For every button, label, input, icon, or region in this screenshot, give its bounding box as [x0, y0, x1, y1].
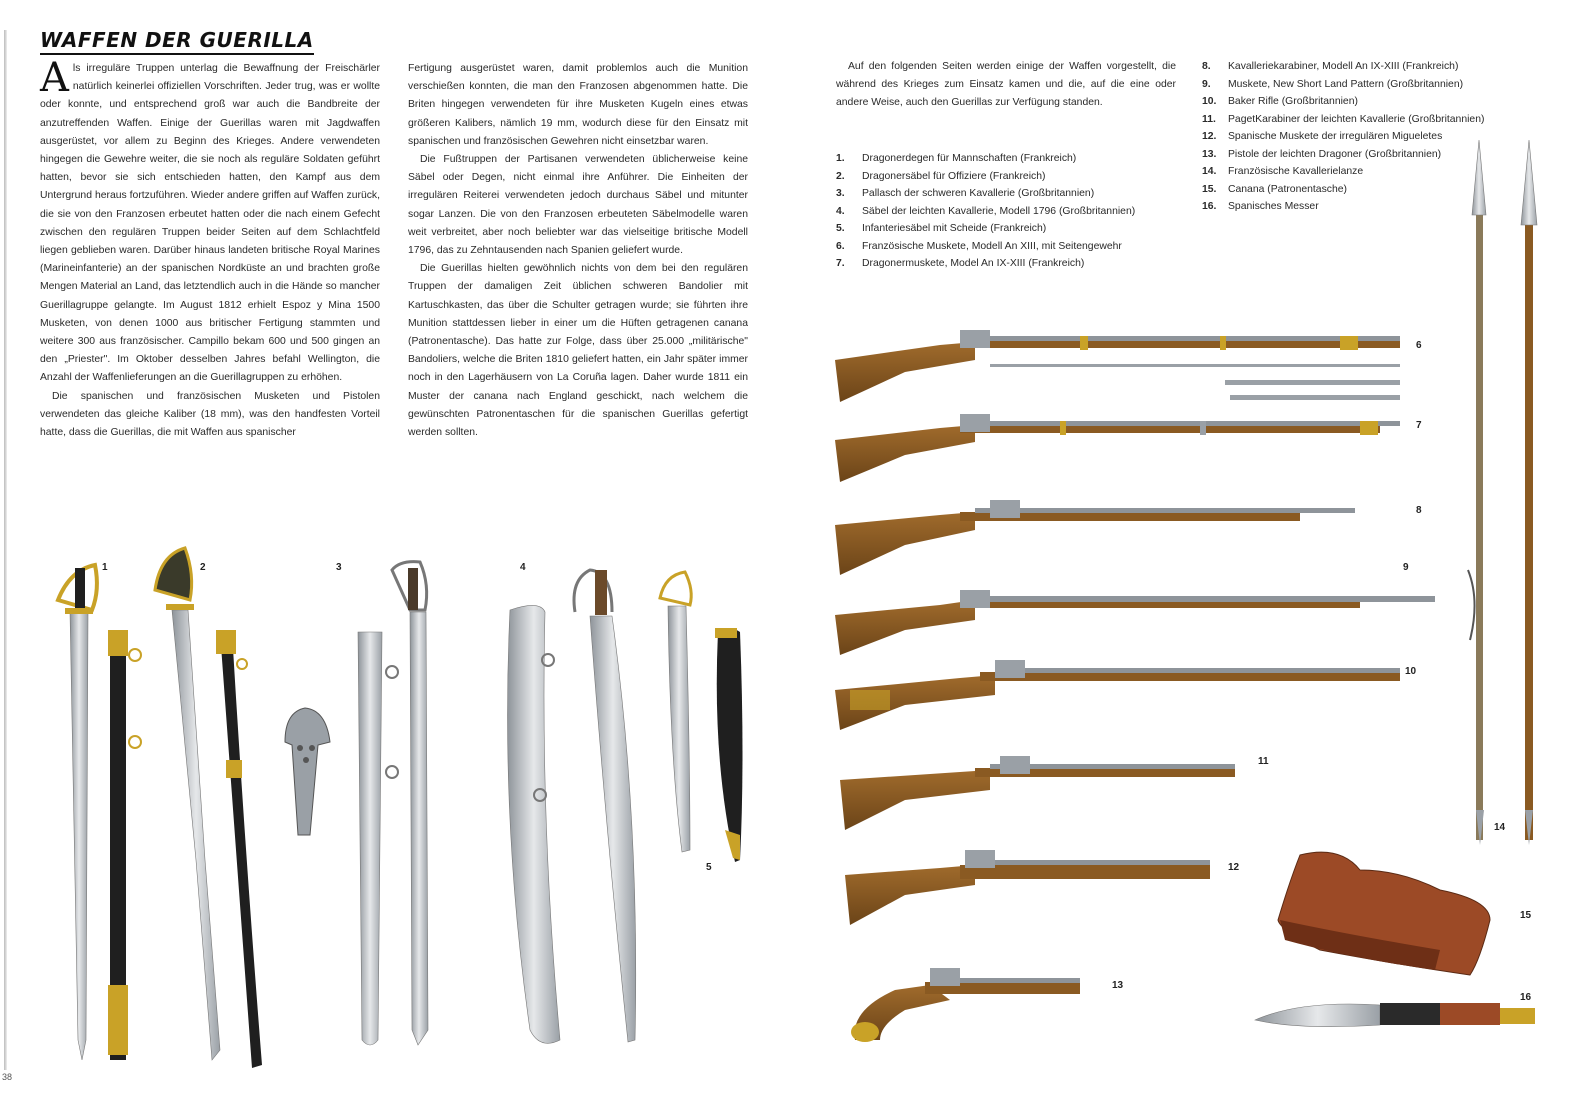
figure-number: 10 — [1405, 666, 1417, 677]
figure-number: 3 — [336, 562, 342, 573]
sword-4-light-cavalry-1796 — [508, 570, 636, 1043]
figure-number: 7 — [1416, 420, 1422, 431]
legend-item: 16. Spanisches Messer — [1202, 201, 1319, 212]
figure-number: 15 — [1520, 910, 1532, 921]
figure-number: 13 — [1112, 980, 1124, 991]
carbine-11 — [840, 756, 1235, 830]
legend-item: 6. Französische Muskete, Modell An XIII, mit Seitengewehr — [836, 240, 1122, 252]
figure-number: 8 — [1416, 505, 1422, 516]
legend-item: 8. Kavalleriekarabiner, Modell An IX-XIII (Frankreich) — [1202, 61, 1459, 72]
legend-item: 14. Französische Kavallerielanze — [1202, 166, 1364, 177]
legend-item: 9. Muskete, New Short Land Pattern (Großbritannien) — [1202, 78, 1464, 90]
figure-number: 2 — [200, 562, 206, 573]
figure-number: 9 — [1403, 562, 1409, 573]
paragraph: Die spanischen und französischen Musketen und Pistolen verwendeten das gleiche Kaliber (18 mm), was den handfesten Vorteil hatte, dass die Guerillas, die mit Waffen aus spanischer — [40, 390, 380, 439]
rifle-10 — [835, 660, 1400, 730]
sword-1-dragoon-epee — [58, 565, 141, 1060]
musket-9 — [835, 590, 1435, 655]
carbine-8 — [835, 500, 1355, 575]
page-title: WAFFEN DER GUERILLA — [40, 28, 314, 55]
sword-5-infantry-saber — [660, 572, 743, 862]
figure-number: 14 — [1494, 822, 1506, 833]
legend-item: 4. Säbel der leichten Kavallerie, Modell 1796 (Großbritannien) — [836, 205, 1136, 217]
legend-item: 12. Spanische Muskete der irregulären Migueletes — [1202, 131, 1443, 142]
musket-12 — [845, 850, 1210, 925]
figure-number: 4 — [520, 562, 526, 573]
legend-item: 10. Baker Rifle (Großbritannien) — [1202, 96, 1358, 107]
legend-item: 11. PagetKarabiner der leichten Kavallerie (Großbritannien) — [1202, 113, 1485, 125]
page-number: 38 — [2, 1072, 13, 1082]
knife-16 — [1255, 1003, 1535, 1027]
legend-item: 13. Pistole der leichten Dragoner (Großbritannien) — [1202, 148, 1442, 160]
legend-item: 1. Dragonerdegen für Mannschaften (Frankreich) — [836, 153, 1077, 164]
pistol-13 — [851, 968, 1080, 1042]
legend-item: 2. Dragonersäbel für Offiziere (Frankreich) — [836, 170, 1046, 182]
figure-number: 11 — [1258, 756, 1269, 767]
figure-number: 5 — [706, 862, 712, 873]
figure-number: 12 — [1228, 862, 1240, 873]
sword-3-heavy-cavalry-pallasch — [285, 562, 428, 1045]
paragraph: Fertigung ausgerüstet waren, damit problemlos auch die Munition verschießen konnten, die man den Franzosen abgenommen hatte. Die Briten hingegen verwendeten für ihre Musketen Kugeln eines etwas größeren Kalibers, nämlich 19 mm, wodurch diese für den Einsatz mit spanischen und französischen Gewehren nicht einsetzbar waren. — [408, 63, 748, 147]
paragraph: Die Fußtruppen der Partisanen verwendeten üblicherweise keine Säbel oder Degen, nicht einmal ihre Anführer. Die Einheiten der irregulären Reiterei verwendeten jedoch durchaus Säbel und mitunter sogar Lanzen. Die von den Franzosen erbeuteten Säbelmodelle waren weit verbreitet, aber noch beliebter war das vielseitige britische Modell 1796, das zu Zehntausenden nach Spanien geliefert wurde. — [408, 154, 748, 257]
dropcap: A — [40, 55, 69, 101]
legend-item: 15. Canana (Patronentasche) — [1202, 183, 1347, 195]
canana-15 — [1278, 852, 1490, 975]
figure-number: 6 — [1416, 340, 1422, 351]
musket-6 — [835, 330, 1400, 402]
legend-item: 7. Dragonermuskete, Model An IX-XIII (Frankreich) — [836, 258, 1085, 269]
musket-7 — [835, 414, 1400, 482]
legend-item: 3. Pallasch der schweren Kavallerie (Großbritannien) — [836, 188, 1095, 199]
paragraph: Als irreguläre Truppen unterlag die Bewaffnung der Freischärler natürlich keinerlei offiziellen Vorschriften. Jeder trug, was er wollte oder konnte, und entsprechend groß war auch die Bandbreite der anzutreffenden Waffen. Einige der Guerillas waren mit Jagdwaffen ausgerüstet, vor allem zu Beginn des Krieges. Andere verwendeten hingegen die Gewehre weiter, die sie noch als reguläre Soldaten geführt hatten, bevor sie sich entschieden hatten, den Kampf aus dem Untergrund heraus fortzuführen. Wieder andere griffen auf Waffen zurück, die sie von den Franzosen erbeutet hatten oder die nach einem Gefecht zwischen den regulären Truppen beider Seiten auf dem Schlachtfeld liegen geblieben waren. Darüber hinaus landeten britische Royal Marines (Marineinfanterie) an der spanischen Nordküste an und brachten große Mengen Material an Land, das letztendlich auch in die Hände so mancher Guerillagruppe gelangte. Im August 1812 erhielt Espoz y Mina 1500 Musketen, von denen 1000 aus britischer Fertigung stammten und weitere 300 aus französischer. Campillo bekam 600 und 500 gingen an den „Priester". Im Oktober desselben Jahres befahl Wellington, die Anzahl der Waffenlieferungen an die Guerillagruppen zu erhöhen. — [40, 55, 380, 384]
figure-number: 16 — [1520, 992, 1532, 1003]
lance-14 — [1468, 140, 1537, 845]
sword-2-dragoon-officer — [155, 548, 262, 1068]
paragraph: Die Guerillas hielten gewöhnlich nichts von dem bei den regulären Truppen der damaligen Zeit üblichen schweren Bandolier mit Kartuschkasten, das über die Schulter getragen wurde; sie führten ihre Munition stattdessen lieber in einer um die Hüften getragenen canana (Patronentasche). Das hatte zur Folge, dass über 25.000 „militärische" Bandoliers, welche die Briten 1810 geliefert hatten, ein Jahr später immer noch in den Lagerhäusern von La Coruña lagen. Daher wurde 1811 ein Muster der canana nach England geschickt, nach welchem die gewünschten Patronentaschen für die spanischen Guerillas gefertigt werden sollten. — [408, 263, 748, 439]
paragraph: Auf den folgenden Seiten werden einige der Waffen vorgestellt, die während des Krieges zum Einsatz kamen und die, auf die eine oder andere Weise, auch den Guerillas zur Verfügung standen. — [836, 61, 1176, 109]
legend-item: 5. Infanteriesäbel mit Scheide (Frankreich) — [836, 223, 1047, 234]
figure-number: 1 — [102, 562, 108, 573]
